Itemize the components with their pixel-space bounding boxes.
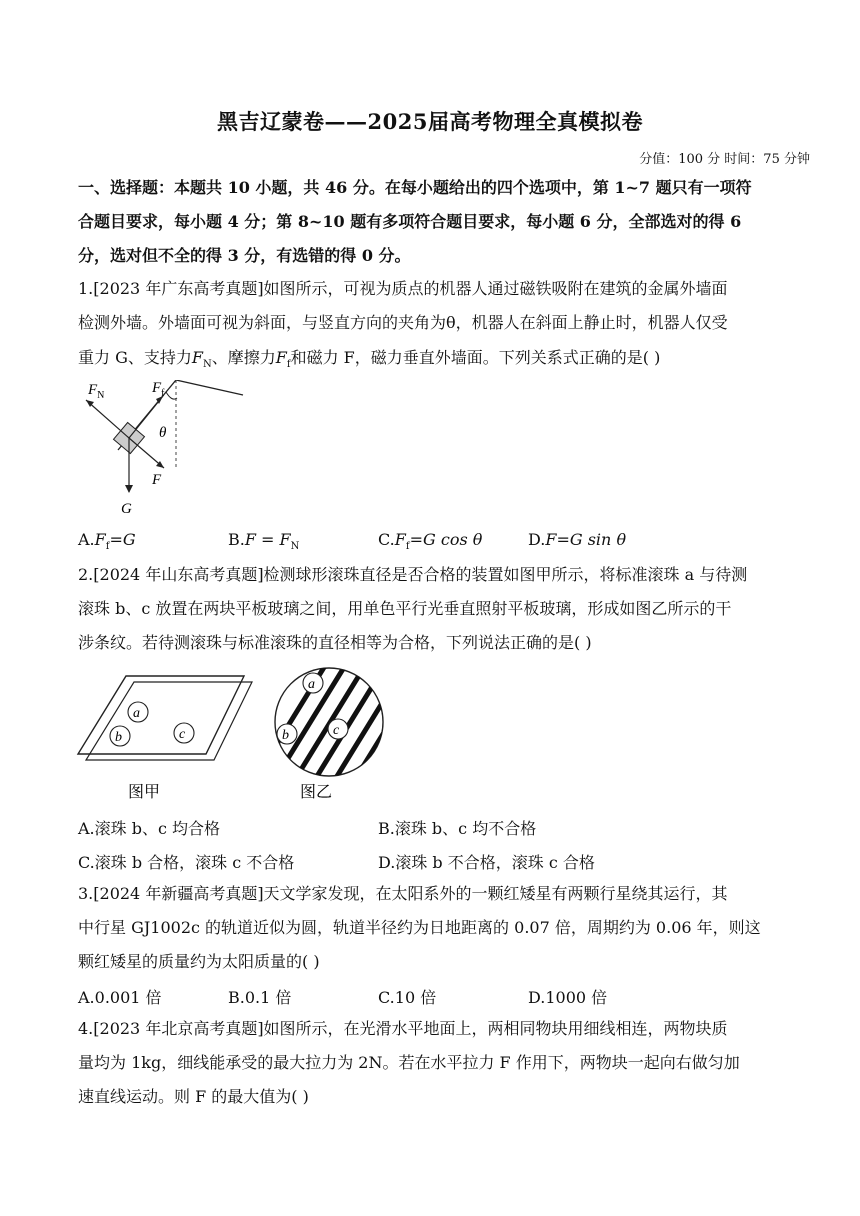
wall-top-line [176, 380, 243, 395]
q4-stem-line-1: 4.[2023 年北京高考真题]如图所示，在光滑水平地面上，两相同物块用细线相连，两物块质 [78, 1019, 728, 1038]
q1-option-d[interactable]: D.F=G sin θ [528, 530, 627, 549]
q2-stem-line-1: 2.[2024 年山东高考真题]检测球形滚珠直径是否合格的装置如图甲所示，将标准滚珠 a 与待测 [78, 565, 748, 584]
label-g: G [121, 501, 132, 517]
q1-option-b[interactable]: $B.F = F_N$ [228, 530, 300, 553]
section-instructions-line-2: 合题目要求，每小题 4 分；第 8~10 题有多项符合题目要求，每小题 6 分，全部选对的得 6 [78, 212, 742, 231]
label-c-jia: c [179, 727, 186, 742]
label-a-yi: a [308, 677, 315, 692]
friction-force-arrow [129, 396, 163, 438]
q1-option-c[interactable]: $C.F_f=G$ cos θ [378, 530, 483, 553]
label-a-jia: a [133, 706, 140, 721]
caption-jia: 图甲 [128, 784, 161, 801]
q3-option-a[interactable]: A.0.001 倍 [78, 988, 162, 1007]
label-fn: $F_N$ [88, 382, 105, 401]
label-ff: $F_f$ [152, 380, 165, 399]
label-theta: θ [159, 425, 167, 441]
gravity-arrowhead [125, 485, 133, 493]
theta-arc [166, 392, 177, 399]
section-instructions-line-1: 一、选择题：本题共 10 小题，共 46 分。在每小题给出的四个选项中，第 1~7 题只有一项符 [78, 178, 752, 197]
q2-option-d[interactable]: D.滚珠 b 不合格，滚珠 c 合格 [378, 853, 595, 872]
q2-stem-line-3: 涉条纹。若待测滚珠与标准滚珠的直径相等为合格，下列说法正确的是( ) [78, 633, 592, 652]
label-b-jia: b [115, 730, 122, 745]
q2-option-b[interactable]: B.滚珠 b、c 均不合格 [378, 819, 537, 838]
glass-plate-bottom [86, 682, 252, 760]
q4-stem-line-2: 量均为 1kg，细线能承受的最大拉力为 2N。若在水平拉力 F 作用下，两物块一起向右做匀加 [78, 1053, 740, 1072]
section-instructions-line-3: 分，选对但不全的得 3 分，有选错的得 0 分。 [78, 246, 411, 265]
q2-option-a[interactable]: A.滚珠 b、c 均合格 [78, 819, 221, 838]
normal-force-arrow [86, 400, 129, 438]
label-f: F [152, 472, 162, 488]
q2-figure [76, 666, 396, 806]
q3-stem-line-1: 3.[2024 年新疆高考真题]天文学家发现，在太阳系外的一颗红矮星有两颗行星绕其运行，其 [78, 884, 728, 903]
label-c-yi: c [333, 723, 340, 738]
q1-stem-line-3: 重力 G、支持力$F_N$、摩擦力$F_f$和磁力 F，磁力垂直外墙面。下列关系式正确的是( ) [78, 348, 661, 371]
q2-stem-line-2: 滚珠 b、c 放置在两块平板玻璃之间，用单色平行光垂直照射平板玻璃，形成如图乙所示的干 [78, 599, 732, 618]
q3-option-c[interactable]: C.10 倍 [378, 988, 437, 1007]
q2-option-c[interactable]: C.滚珠 b 合格，滚珠 c 不合格 [78, 853, 295, 872]
q1-stem-line-2: 检测外墙。外墙面可视为斜面，与竖直方向的夹角为θ，机器人在斜面上静止时，机器人仅受 [78, 313, 728, 332]
glass-plate-top [78, 676, 244, 754]
q3-option-b[interactable]: B.0.1 倍 [228, 988, 292, 1007]
q4-stem-line-3: 速直线运动。则 F 的最大值为( ) [78, 1087, 309, 1106]
q1-figure-robot-on-wall [78, 380, 258, 520]
q3-stem-line-2: 中行星 GJ1002c 的轨道近似为圆，轨道半径约为日地距离的 0.07 倍，周期约为 0.06 年，则这 [78, 918, 761, 937]
q1-stem-line-1: 1.[2023 年广东高考真题]如图所示，可视为质点的机器人通过磁铁吸附在建筑的金属外墙面 [78, 279, 728, 298]
caption-yi: 图乙 [300, 784, 333, 801]
q3-option-d[interactable]: D.1000 倍 [528, 988, 608, 1007]
score-time-info: 分值：100 分 时间：75 分钟 [639, 152, 810, 167]
q1-option-a[interactable]: $A.F_f=G$ [78, 530, 136, 553]
q3-stem-line-3: 颗红矮星的质量约为太阳质量的( ) [78, 952, 320, 971]
label-b-yi: b [282, 728, 289, 743]
page-title: 黑吉辽蒙卷——2025届高考物理全真模拟卷 [217, 109, 643, 134]
